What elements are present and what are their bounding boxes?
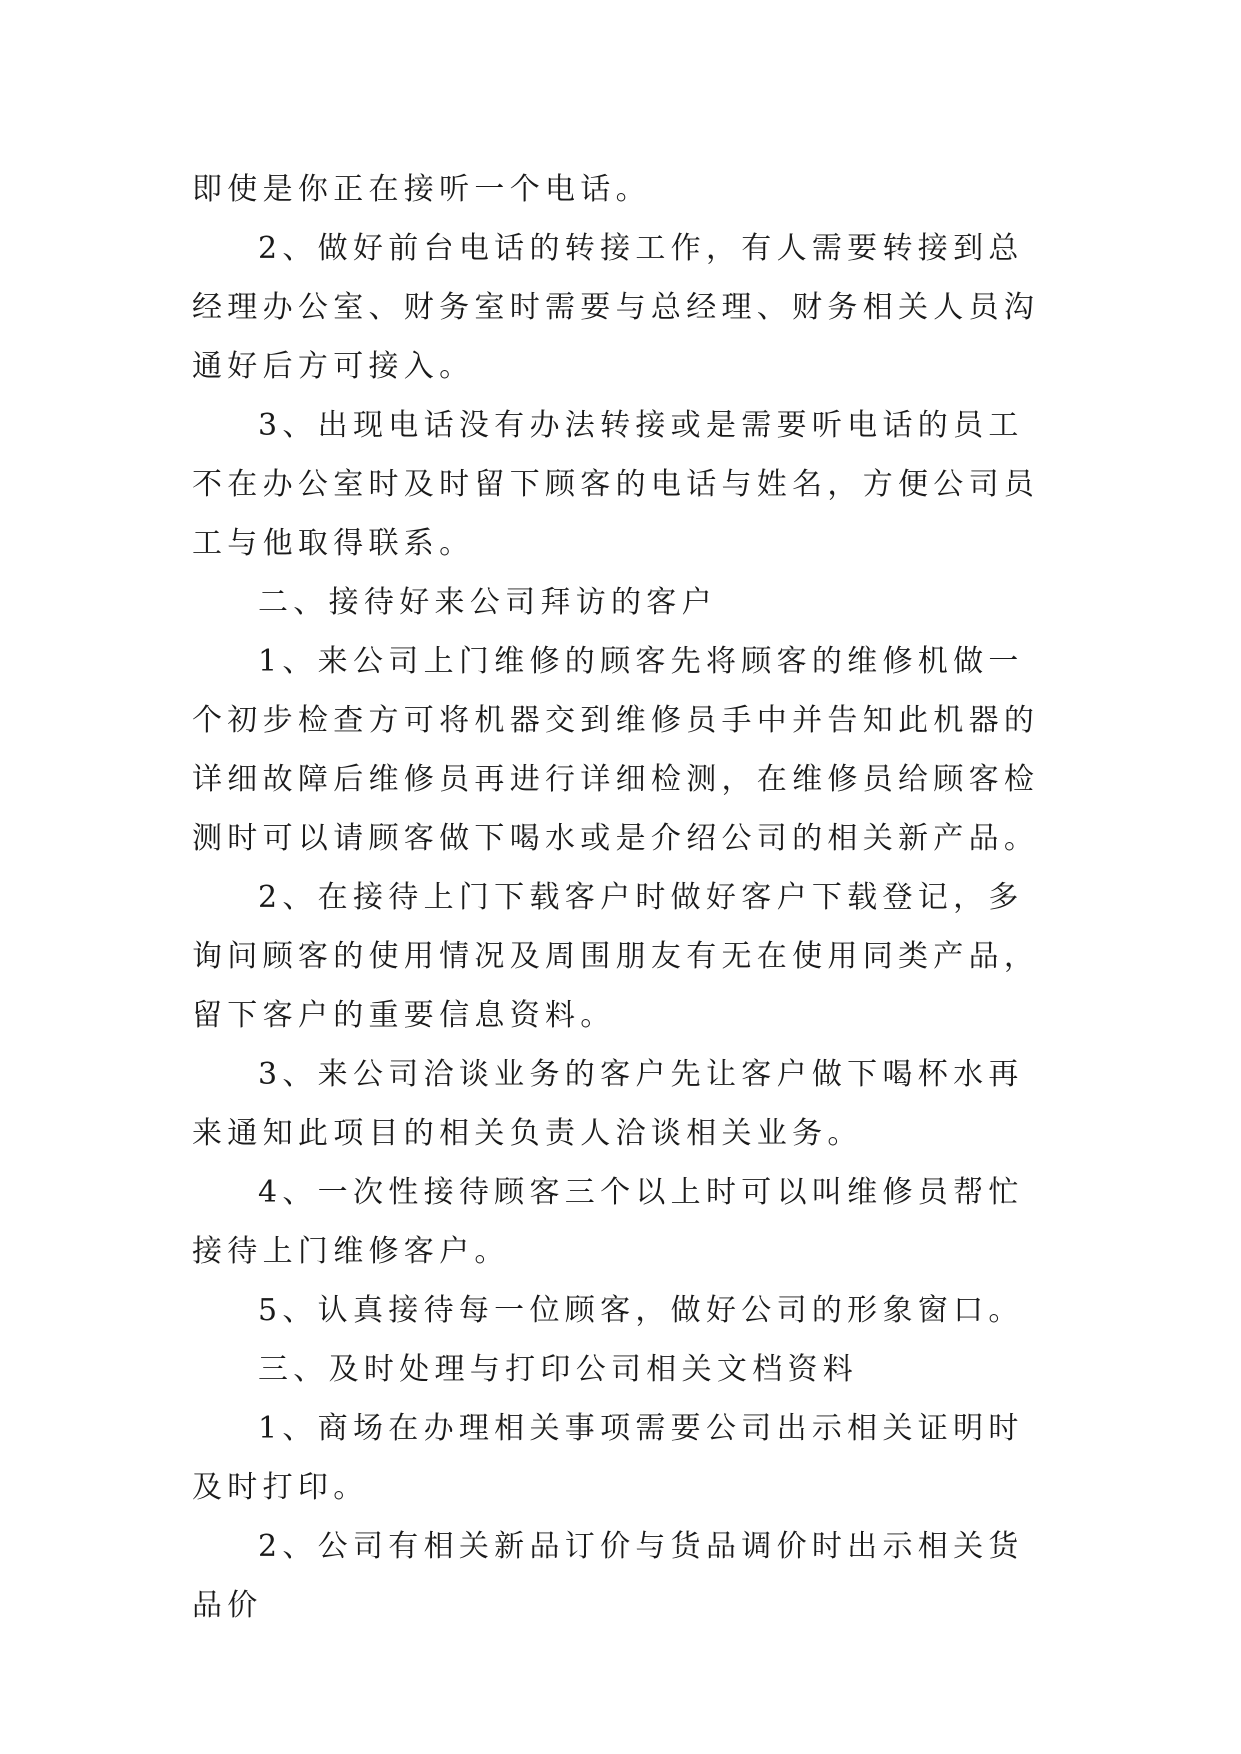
section-heading-3: 三、及时处理与打印公司相关文档资料: [258, 1352, 859, 1387]
paragraph-9: 5、认真接待每一位顾客，做好公司的形象窗口。: [258, 1293, 1024, 1328]
paragraph-2: 2、做好前台电话的转接工作，有人需要转接到总经理办公室、财务室时需要与总经理、财务相关人员沟通好后方可接入。: [192, 231, 1040, 384]
paragraph-5: 1、来公司上门维修的顾客先将顾客的维修机做一个初步检查方可将机器交到维修员手中并告知此机器的详细故障后维修员再进行详细检测，在维修员给顾客检测时可以请顾客做下喝水或是介绍公司的相关新产品。: [192, 644, 1040, 856]
paragraph-3: 3、出现电话没有办法转接或是需要听电话的员工不在办公室时及时留下顾客的电话与姓名，方便公司员工与他取得联系。: [192, 408, 1040, 561]
paragraph-7: 3、来公司洽谈业务的客户先让客户做下喝杯水再来通知此项目的相关负责人洽谈相关业务。: [192, 1057, 1024, 1151]
paragraph-12: 2、公司有相关新品订价与货品调价时出示相关货品价: [192, 1529, 1024, 1623]
paragraph-6: 2、在接待上门下载客户时做好客户下载登记，多询问顾客的使用情况及周围朋友有无在使用同类产品，留下客户的重要信息资料。: [192, 880, 1040, 1033]
paragraph-1: 即使是你正在接听一个电话。: [192, 172, 651, 207]
paragraph-8: 4、一次性接待顾客三个以上时可以叫维修员帮忙接待上门维修客户。: [192, 1175, 1024, 1269]
paragraph-11: 1、商场在办理相关事项需要公司出示相关证明时及时打印。: [192, 1411, 1024, 1505]
section-heading-2: 二、接待好来公司拜访的客户: [258, 585, 717, 620]
document-body: [192, 160, 1049, 1635]
